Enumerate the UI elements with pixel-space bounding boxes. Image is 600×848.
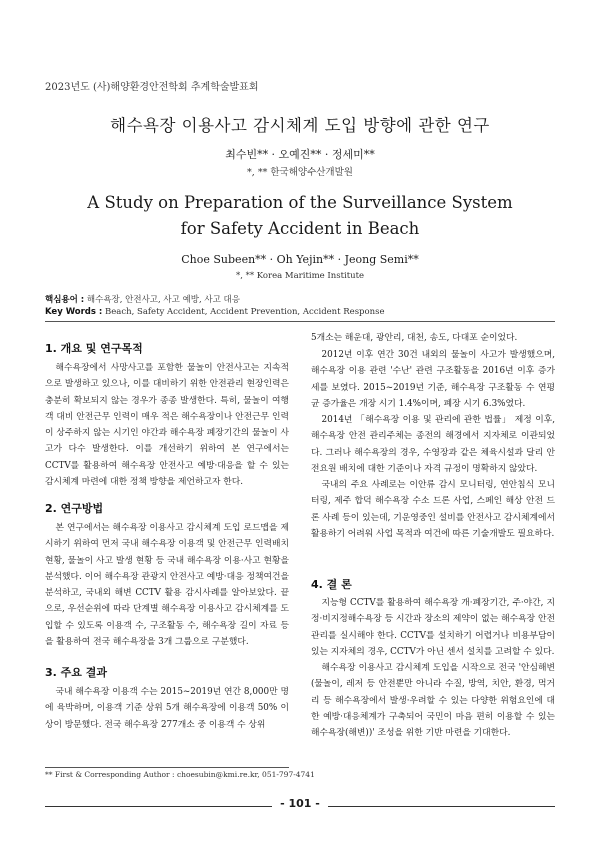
section-1-heading: 1. 개요 및 연구목적	[45, 342, 143, 355]
footnote: ** First & Corresponding Author : choesubin@kmi.re.kr, 051-797-4741	[45, 770, 315, 779]
authors-english: Choe Subeen** · Oh Yejin** · Jeong Semi**	[181, 253, 419, 266]
section-1-paragraph: 해수욕장에서 사망사고를 포함한 물놀이 안전사고는 지속적으로 발생하고 있으나, 이를 대비하기 위한 안전관리 현장인력은 충분히 확보되지 않는 경우가 종종 발생한다. 특히, 물놀이 여행객 대비 안전근무 인력이 매우 적은 해수욕장이나 안전근무 인력이 상주하지 않는 시기인 야간과 해수욕장 폐장기간의 물놀이 사고가 다수 발생한다. 이를 개선하기 위하여 본 연구에서는 CCTV를 활용하여 해수욕장 안전사고 예방·대응을 할 수 있는 감시체계 마련에 대한 정책 방향을 제언하고자 한다.	[45, 363, 289, 488]
section-3-paragraph-2: 2012년 이후 연간 30건 내외의 물놀이 사고가 발생했으며, 해수욕장 이용 관련 '수난' 관련 구조활동을 2016년 이후 증가세를 보였다. 2015~2019년 기준, 해수욕장 구조활동 수 연평균 증가율은 개장 시기 1.4%이며, 폐장 시기 6.3%였다.	[311, 350, 555, 409]
section-3-heading: 3. 주요 결과	[45, 666, 107, 679]
section-3-continuation: 5개소는 해운대, 광안리, 대천, 송도, 다대포 순이었다.	[311, 333, 518, 343]
page-number-text: - 101 -	[272, 797, 328, 810]
section-2-heading: 2. 연구방법	[45, 502, 104, 515]
section-2-paragraph: 본 연구에서는 해수욕장 이용사고 감시체계 도입 로드맵을 제시하기 위하여 먼저 국내 해수욕장 이용객 및 안전근무 인력배치 현황, 물놀이 사고 발생 현황 등 국내 해수욕장 이용·사고 현황을 분석했다. 이어 해수욕장 관광지 안전사고 예방·대응 정책여건을 분석하고, 국내외 해변 CCTV 활용 감시사례를 알아보았다. 끝으로, 우선순위에 따라 단계별 해수욕장 이용사고 감시체계를 도입할 수 있도록 이용객 수, 구조활동 수, 해수욕장 길이 자료 등을 활용하여 전국 해수욕장을 3개 그룹으로 구분했다.	[45, 523, 289, 648]
section-3-paragraph-3: 2014년 「해수욕장 이용 및 관리에 관한 법률」 제정 이후, 해수욕장 안전 관리주체는 종전의 해경에서 지자체로 이관되었다. 그러나 해수욕장의 경우, 수영장과 같은 체육시설과 달리 안전요원 배치에 대한 기준이나 자격 규정이 명확하지 않았다.	[311, 415, 555, 474]
title-english	[0, 190, 600, 242]
section-3-paragraph-4: 국내의 주요 사례로는 이안류 감시 모니터링, 연안침식 모니터링, 제주 합덕 해수욕장 수소 드론 사업, 스페인 해상 안전 드론 사례 등이 있는데, 기운영중인 설비를 안전사고 감시체계에서 활용하기 어려워 사업 목적과 여건에 따른 기술개발도 필요하다.	[311, 480, 555, 539]
keywords-english	[45, 307, 384, 317]
header-divider	[45, 321, 555, 322]
section-4-paragraph-2: 해수욕장 이용사고 감시체계 도입을 시작으로 전국 '안심해변(물놀이, 레저 등 안전뿐만 아니라 수질, 방역, 치안, 환경, 먹거리 등 해수욕장에서 발생·우려할 수 있는 다양한 위험요인에 대한 예방·대응체계가 구축되어 국민이 마음 편히 이용할 수 있는 해수욕장(해변))' 조성을 위한 기반 마련을 기대한다.	[311, 663, 555, 739]
keywords-korean-text: 해수욕장, 안전사고, 사고 예방, 사고 대응	[86, 295, 240, 305]
keywords-english-label: Key Words :	[45, 307, 103, 317]
affiliation-korean: *, ** 한국해양수산개발원	[247, 167, 353, 178]
title-english-line-2: for Safety Accident in Beach	[180, 219, 420, 238]
conference-header: 2023년도 (사)해양환경안전학회 추계학술발표회	[45, 82, 259, 93]
keywords-english-text: Beach, Safety Accident, Accident Prevention, Accident Response	[105, 307, 385, 317]
page-number	[0, 797, 600, 810]
keywords-korean-label: 핵심용어 :	[45, 295, 85, 305]
keywords-korean	[45, 293, 240, 305]
section-4-paragraph-1: 지능형 CCTV를 활용하여 해수욕장 개·폐장기간, 주·야간, 지정·비지정해수욕장 등 시간과 장소의 제약이 없는 해수욕장 안전관리를 실시해야 한다. CCTV를 설치하기 어렵거나 비용부담이 있는 지자체의 경우, CCTV가 아닌 센서 설치를 고려할 수 있다.	[311, 598, 555, 657]
title-english-line-1: A Study on Preparation of the Surveillance System	[87, 193, 513, 212]
authors-korean: 최수빈** · 오예진** · 정세미**	[225, 148, 375, 161]
section-3-paragraph-1: 국내 해수욕장 이용객 수는 2015~2019년 연간 8,000만 명에 육박하며, 이용객 기준 상위 5개 해수욕장에 이용객 50% 이상이 방문했다. 전국 해수욕장 277개소 중 이용객 수 상위	[45, 687, 289, 730]
affiliation-english: *, ** Korea Maritime Institute	[235, 271, 365, 281]
footnote-divider	[45, 767, 289, 768]
section-4-heading: 4. 결 론	[311, 578, 352, 591]
title-korean: 해수욕장 이용사고 감시체계 도입 방향에 관한 연구	[110, 116, 490, 135]
